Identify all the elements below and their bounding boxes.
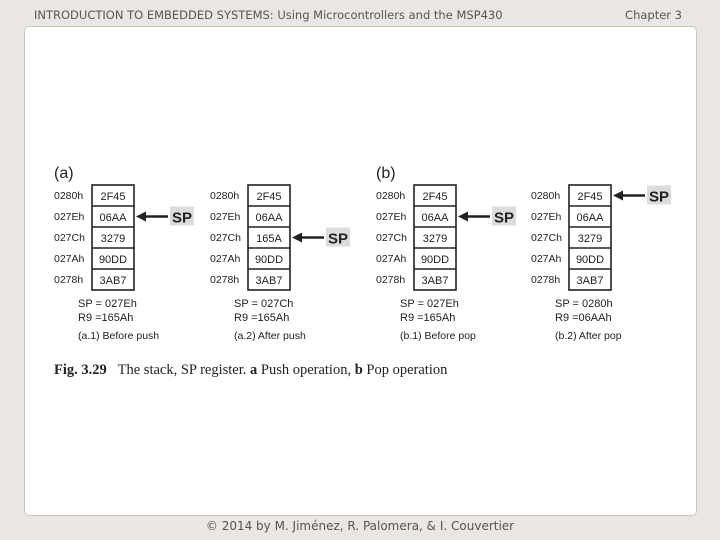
address-label: 027Ah (376, 253, 407, 265)
caption-text-1: The stack, SP register. (117, 362, 250, 378)
address-label: 027Ah (210, 253, 241, 265)
r9-register-value: R9 =165Ah (400, 312, 456, 324)
stack-cell-value: 3AB7 (421, 275, 449, 287)
sp-pointer-label: SP (494, 209, 515, 227)
address-label: 0280h (54, 190, 84, 202)
stack-cell-value: 3279 (100, 233, 126, 245)
caption-text-3: Pop operation (362, 362, 448, 378)
arrow-head-icon (292, 233, 302, 243)
arrow-head-icon (613, 191, 623, 201)
address-label: 0278h (54, 274, 84, 286)
address-label: 027Ch (54, 232, 85, 244)
sp-register-value: SP = 027Eh (78, 298, 137, 310)
stack-cell-value: 90DD (98, 254, 128, 266)
address-label: 0278h (531, 274, 561, 286)
panel-caption: (a.2) After push (234, 330, 306, 342)
stack-panels (54, 185, 671, 342)
copyright-footer: © 2014 by M. Jiménez, R. Palomera, & I. Couvertier (205, 519, 515, 533)
stack-cell-value: 2F45 (256, 191, 282, 203)
stack-cell-value: 90DD (575, 254, 605, 266)
address-label: 0280h (376, 190, 406, 202)
stack-cell-value: 3279 (577, 233, 603, 245)
stack-cell-value: 06AA (576, 212, 604, 224)
address-label: 027Eh (376, 211, 407, 223)
stack-cell-value: 2F45 (422, 191, 448, 203)
group-label-b: (b) (376, 165, 396, 182)
sp-pointer-label: SP (328, 230, 349, 248)
arrow-head-icon (458, 212, 468, 222)
address-label: 027Ah (531, 253, 562, 265)
stack-cell-value: 90DD (254, 254, 284, 266)
address-label: 027Eh (54, 211, 85, 223)
stack-cell-value: 2F45 (577, 191, 603, 203)
sp-register-value: SP = 0280h (555, 298, 613, 310)
panel-caption: (b.2) After pop (555, 330, 622, 342)
panel-caption: (a.1) Before push (78, 330, 160, 342)
sp-register-value: SP = 027Ch (234, 298, 294, 310)
sp-pointer-label: SP (172, 209, 193, 227)
stack-cell-value: 06AA (421, 212, 449, 224)
figure-number: Fig. 3.29 (54, 362, 107, 378)
sp-register-value: SP = 027Eh (400, 298, 459, 310)
address-label: 0280h (531, 190, 561, 202)
r9-register-value: R9 =165Ah (234, 312, 290, 324)
sp-pointer-label: SP (649, 188, 670, 206)
address-label: 0280h (210, 190, 240, 202)
r9-register-value: R9 =06AAh (555, 312, 612, 324)
address-label: 027Ah (54, 253, 85, 265)
caption-b: b (354, 362, 363, 378)
stack-cell-value: 3AB7 (255, 275, 283, 287)
header-title: INTRODUCTION TO EMBEDDED SYSTEMS: Using Microcontrollers and the MSP430 (34, 8, 503, 22)
stack-cell-value: 165A (256, 233, 282, 245)
stack-cell-value: 06AA (255, 212, 283, 224)
group-label-a: (a) (54, 165, 74, 182)
stack-cell-value: 3279 (422, 233, 448, 245)
caption-a: a (250, 362, 258, 378)
caption-text-2: Push operation, (257, 362, 355, 378)
address-label: 027Ch (210, 232, 241, 244)
address-label: 027Eh (531, 211, 562, 223)
address-label: 0278h (376, 274, 406, 286)
figure-caption (54, 362, 447, 379)
arrow-head-icon (136, 212, 146, 222)
address-label: 027Eh (210, 211, 241, 223)
address-label: 0278h (210, 274, 240, 286)
r9-register-value: R9 =165Ah (78, 312, 134, 324)
stack-cell-value: 3AB7 (576, 275, 604, 287)
stack-cell-value: 2F45 (100, 191, 126, 203)
address-label: 027Ch (531, 232, 562, 244)
stack-cell-value: 06AA (99, 212, 127, 224)
address-label: 027Ch (376, 232, 407, 244)
panel-caption: (b.1) Before pop (400, 330, 476, 342)
stack-cell-value: 3AB7 (99, 275, 127, 287)
chapter-label: Chapter 3 (625, 8, 682, 22)
stack-cell-value: 90DD (420, 254, 450, 266)
